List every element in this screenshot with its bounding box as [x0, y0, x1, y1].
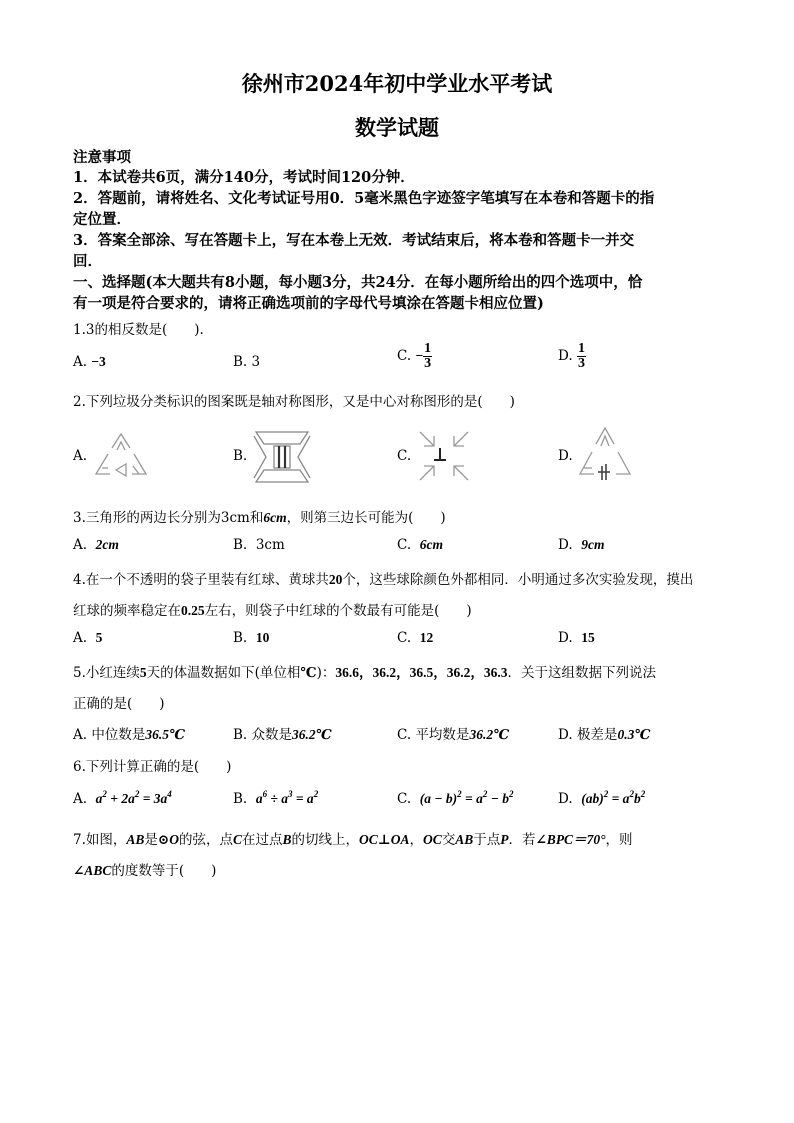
question-5-line-2: 正确的是( )	[73, 696, 165, 712]
section-heading: 一、选择题(本大题共有8小题，每小题3分，共24分．在每小题所给出的四个选项中，恰	[73, 274, 643, 291]
inward-arrows-icon	[416, 428, 472, 484]
option-formula: $a^6 \div a^3 = a^2$	[255, 789, 319, 806]
math-value: AB	[455, 832, 474, 847]
q1-option-a	[73, 354, 106, 370]
stem-text: 7.如图，	[73, 832, 127, 848]
option-value: −3	[91, 354, 106, 369]
stem-text: 左右，则袋子中红球的个数最有可能是( )	[204, 603, 472, 619]
option-formula: $(ab)^2 = a^2b^2$	[581, 789, 646, 806]
q3-option-a	[73, 537, 119, 553]
option-label: C.	[397, 791, 412, 807]
math-value: B	[282, 832, 292, 847]
option-value: 15	[581, 630, 595, 645]
option-label: A.	[73, 537, 88, 553]
option-label: A.	[73, 354, 88, 370]
recycle-triangle-icon	[90, 428, 152, 483]
math-value: ∠BPC＝70°	[535, 832, 606, 847]
option-sign: −	[415, 348, 424, 363]
option-label: C.	[397, 537, 412, 553]
q1-option-d	[558, 342, 586, 371]
notice-item: 3．答案全部涂、写在答题卡上，写在本卷上无效．考试结束后，将本卷和答题卡一并交	[73, 232, 635, 249]
math-value: OC⊥OA	[359, 832, 410, 847]
option-label: D.	[558, 537, 573, 553]
q1-option-b	[233, 354, 260, 370]
notice-item: 定位置．	[73, 211, 131, 228]
stem-text: 是	[144, 832, 158, 848]
unit: ℃	[300, 665, 317, 680]
stem-text: )：	[316, 665, 336, 681]
q6-option-b	[233, 791, 318, 807]
bin-symbol-icon	[250, 428, 314, 486]
option-label: A.	[73, 448, 88, 464]
fraction	[577, 342, 586, 371]
notice-heading: 注意事项	[73, 149, 131, 166]
option-label: C.	[397, 348, 412, 364]
q4-option-b	[233, 630, 269, 646]
stem-text: ，则第三边长可能为( )	[286, 510, 446, 526]
stem-text: 5.小红连续	[73, 665, 140, 681]
q1-option-c	[397, 342, 432, 371]
question-2-stem: 2.下列垃圾分类标识的图案既是轴对称图形，又是中心对称图形的是( )	[73, 394, 515, 410]
q4-option-c	[397, 630, 433, 646]
option-label: B.	[233, 354, 248, 370]
q3-option-d	[558, 537, 604, 553]
option-label: D.	[558, 448, 573, 464]
q6-option-c	[397, 791, 514, 807]
option-label: D.	[558, 630, 573, 646]
stem-text: ，则	[605, 832, 633, 848]
unit: cm	[229, 510, 250, 526]
question-6-stem: 6.下列计算正确的是( )	[73, 759, 232, 775]
stem-text: 3.三角形的两边长分别为3	[73, 510, 230, 526]
stem-text: 于点	[473, 832, 501, 848]
recycle-symbol-icon	[574, 424, 636, 484]
option-value: 10	[255, 630, 270, 645]
data-values: 36.6，36.2，36.5，36.2，36.3	[335, 665, 508, 680]
q3-option-c	[397, 537, 443, 553]
math-value: ⊙O	[157, 832, 179, 847]
question-5-line-1	[73, 661, 656, 681]
fraction-numerator: 1	[424, 341, 432, 356]
option-label: B.	[233, 727, 248, 743]
stem-text: 红球的频率稳定在	[73, 603, 181, 619]
option-label: A.	[73, 791, 88, 807]
option-label: C.	[397, 630, 412, 646]
option-value: 0.3℃	[617, 727, 651, 742]
notice-item: 1．本试卷共6页，满分140分，考试时间120分钟．	[73, 169, 415, 186]
math-value: ∠ABC	[73, 863, 112, 878]
option-label: A.	[73, 630, 88, 646]
stem-text: 的切线上，	[291, 832, 359, 848]
option-label: C.	[397, 448, 412, 464]
option-value: 36.2℃	[292, 727, 332, 742]
option-label: D.	[558, 727, 573, 743]
option-value: 5	[95, 630, 103, 645]
section-heading-cont: 有一项是符合要求的，请将正确选项前的字母代号填涂在答题卡相应位置)	[73, 295, 544, 312]
option-label: B.	[233, 791, 248, 807]
stem-text: ，	[409, 832, 423, 848]
option-label: B.	[233, 537, 248, 553]
q6-option-a	[73, 791, 172, 807]
math-value: 20	[328, 572, 343, 587]
stem-text: 和	[249, 510, 264, 526]
stem-text: 交	[441, 832, 456, 848]
stem-text: 4.在一个不透明的袋子里装有红球、黄球共	[73, 572, 329, 588]
option-value: 3cm	[255, 537, 285, 553]
stem-text: 天的体温数据如下(单位相	[146, 665, 301, 681]
q6-option-d	[558, 791, 645, 807]
math-value: 5	[139, 665, 147, 680]
option-label: B.	[233, 448, 248, 464]
option-text: 平均数是	[415, 727, 470, 743]
stem-text: 的弦，点	[178, 832, 233, 848]
stem-text: 在过点	[241, 832, 283, 848]
math-value: OC	[422, 832, 442, 847]
exam-subtitle: 数学试题	[355, 115, 439, 140]
option-value: 12	[419, 630, 434, 645]
option-value: 9cm	[581, 537, 605, 552]
question-7-line-2	[73, 859, 216, 879]
q5-option-c	[397, 723, 509, 743]
question-4-line-2	[73, 599, 472, 619]
q5-option-b	[233, 723, 332, 743]
option-label: C.	[397, 727, 412, 743]
question-7-line-1	[73, 828, 632, 848]
question-4-line-1	[73, 568, 693, 588]
option-formula: $a^2 + 2a^2 = 3a^4$	[95, 789, 172, 806]
fraction	[423, 342, 432, 371]
notice-item: 2．答题前，请将姓名、文化考试证号用0．5毫米黑色字迹签字笔填写在本卷和答题卡的指	[73, 190, 655, 207]
fraction-denominator: 3	[424, 356, 432, 371]
q5-option-d	[558, 723, 651, 743]
math-value: 0.25	[181, 603, 205, 618]
q3-option-b	[233, 537, 285, 553]
option-value: 36.5℃	[145, 727, 186, 742]
question-1-stem: 1.3的相反数是( ).	[73, 322, 204, 338]
option-value: 2cm	[95, 537, 119, 552]
stem-text: ．关于这组数据下列说法	[507, 665, 657, 681]
option-label: D.	[558, 791, 573, 807]
math-value: C	[232, 832, 242, 847]
option-text: 极差是	[576, 727, 618, 743]
option-label: B.	[233, 630, 248, 646]
stem-text: 个，这些球除颜色外都相同．小明通过多次实验发现，摸出	[342, 572, 694, 588]
fraction-denominator: 3	[577, 356, 585, 371]
q5-option-a	[73, 723, 185, 743]
fraction-numerator: 1	[577, 341, 585, 356]
stem-text: 的度数等于( )	[111, 863, 217, 879]
option-value: 6cm	[419, 537, 443, 552]
option-label: D.	[558, 348, 573, 364]
option-value: 3	[251, 354, 261, 370]
option-text: 中位数是	[91, 727, 146, 743]
q4-option-d	[558, 630, 595, 646]
stem-text: ．若	[508, 832, 536, 848]
math-value: P	[500, 832, 509, 847]
option-value: 36.2℃	[469, 727, 510, 742]
exam-title: 徐州市2024年初中学业水平考试	[241, 71, 553, 96]
math-value: 6cm	[263, 510, 287, 525]
notice-item: 回．	[73, 253, 102, 270]
q4-option-a	[73, 630, 102, 646]
option-text: 众数是	[251, 727, 293, 743]
math-value: AB	[126, 832, 145, 847]
option-label: A.	[73, 727, 88, 743]
option-formula: $(a - b)^2 = a^2 - b^2$	[419, 789, 514, 806]
question-3-stem	[73, 506, 446, 526]
